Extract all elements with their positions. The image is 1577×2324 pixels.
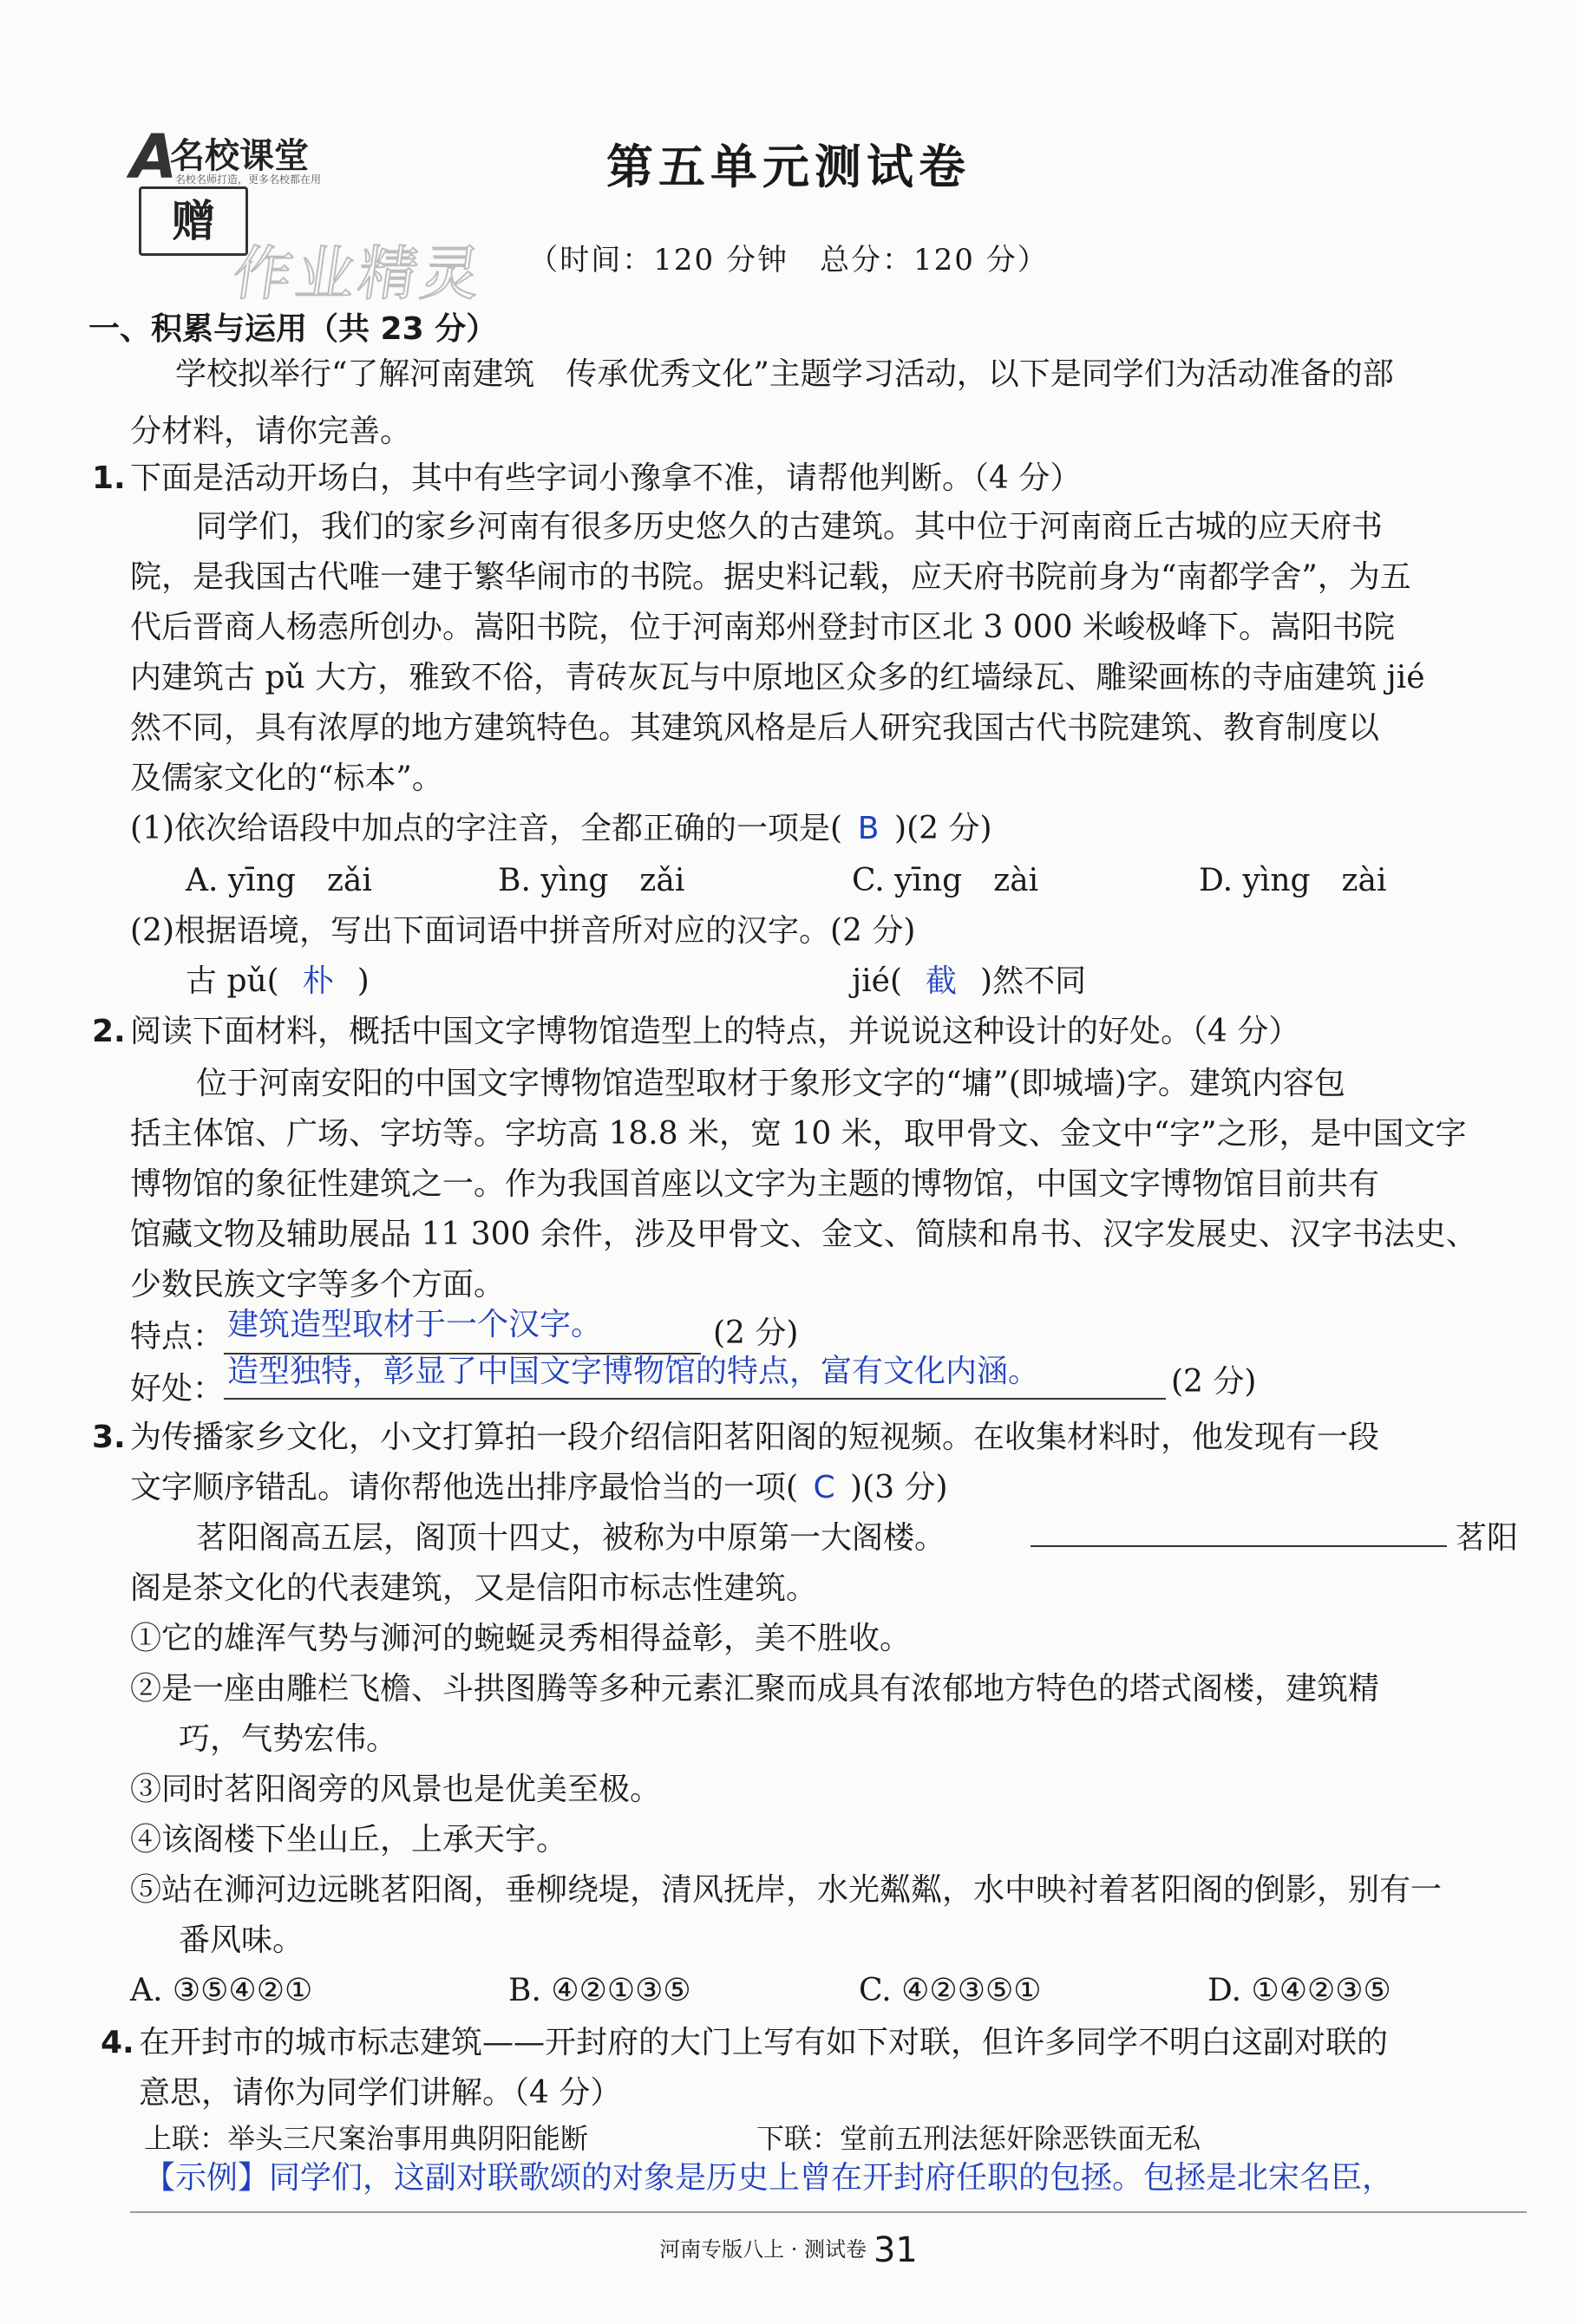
option-c: C. yīng zài xyxy=(852,863,1039,898)
intro-line: 分材料，请你完善。 xyxy=(130,414,412,449)
feature-label: 特点： xyxy=(130,1319,225,1355)
passage-line: 同学们，我们的家乡河南有很多历史悠久的古建筑。其中位于河南商丘古城的应天府书 xyxy=(196,509,1384,545)
option-d: D. yìng zài xyxy=(1199,863,1387,898)
footer-rule xyxy=(130,2211,1527,2213)
question-number: 2. xyxy=(92,1014,126,1049)
passage-line: 馆藏文物及辅助展品 11 300 余件，涉及甲骨文、金文、简牍和帛书、汉字发展史、汉字书法史、 xyxy=(130,1217,1477,1252)
intro-line: 学校拟举行“了解河南建筑 传承优秀文化”主题学习活动，以下是同学们为活动准备的部 xyxy=(175,356,1394,392)
footer-text: 河南专版八上 · 测试卷 xyxy=(659,2237,867,2262)
example-answer: 【示例】同学们，这副对联歌颂的对象是历史上曾在开封府任职的包拯。包拯是北宋名臣， xyxy=(144,2160,1394,2196)
passage-line: 内建筑古 pǔ 大方，雅致不俗，青砖灰瓦与中原地区众多的红墙绿瓦、雕梁画栋的寺庙建筑 jié xyxy=(130,660,1425,695)
passage-line: 博物馆的象征性建筑之一。作为我国首座以文字为主题的博物馆，中国文字博物馆目前共有 xyxy=(130,1166,1380,1202)
question-stem: 在开封市的城市标志建筑——开封府的大门上写有如下对联，但许多同学不明白这副对联的 xyxy=(139,2025,1389,2060)
benefit-label: 好处： xyxy=(130,1371,225,1407)
passage-line: 代后晋商人杨悫所创办。嵩阳书院，位于河南郑州登封市区北 3 000 米峻极峰下。嵩阳书院 xyxy=(130,610,1395,645)
sentence-item: ①它的雄浑气势与浉河的蜿蜒灵秀相得益彰，美不胜收。 xyxy=(130,1621,912,1656)
logo-subtitle: 名校名师打造，更多名校都在用 xyxy=(175,173,322,186)
exam-meta: （时间：120 分钟 总分：120 分） xyxy=(528,243,1049,277)
blank-line xyxy=(1031,1545,1447,1547)
option-a: A. ③⑤④②① xyxy=(130,1973,313,2008)
benefit-answer: 造型独特，彰显了中国文字博物馆的特点，富有文化内涵。 xyxy=(227,1354,1040,1389)
question-stem: 为传播家乡文化，小文打算拍一段介绍信阳茗阳阁的短视频。在收集材料时，他发现有一段 xyxy=(130,1420,1380,1455)
answer-line xyxy=(224,1398,1166,1400)
sub-question-2: (2)根据语境，写出下面词语中拼音所对应的汉字。(2 分) xyxy=(130,913,916,949)
question-number: 1. xyxy=(92,460,126,496)
option-c: C. ④②③⑤① xyxy=(859,1973,1042,2008)
question-stem: 下面是活动开场白，其中有些字词小豫拿不准，请帮他判断。（4 分） xyxy=(130,460,1082,496)
page-footer xyxy=(0,2230,1577,2270)
question-number: 3. xyxy=(92,1420,126,1455)
question-stem: 阅读下面材料，概括中国文字博物馆造型上的特点，并说说这种设计的好处。（4 分） xyxy=(130,1014,1300,1049)
option-b: B. yìng zǎi xyxy=(498,863,685,898)
fill-item-jie: jié( 截 )然不同 xyxy=(852,963,1087,999)
feature-answer: 建筑造型取材于一个汉字。 xyxy=(227,1307,603,1342)
feature-score: (2 分) xyxy=(713,1315,799,1351)
question-stem-cont: 文字顺序错乱。请你帮他选出排序最恰当的一项( C )(3 分) xyxy=(130,1470,948,1505)
logo-letter: A xyxy=(130,121,178,193)
sub-question-1: (1)依次给语段中加点的字注音，全都正确的一项是( B )(2 分) xyxy=(130,811,992,846)
answer-char: 朴 xyxy=(302,963,334,999)
answer-choice: C xyxy=(813,1470,835,1505)
passage-line: 少数民族文字等多个方面。 xyxy=(130,1267,506,1302)
passage-line: 位于河南安阳的中国文字博物馆造型取材于象形文字的“墉”(即城墙)字。建筑内容包 xyxy=(196,1066,1345,1101)
benefit-score: (2 分) xyxy=(1171,1364,1257,1400)
passage-line: 括主体馆、广场、字坊等。字坊高 18.8 米，宽 10 米，取甲骨文、金文中“字”之形，是中国文字 xyxy=(130,1116,1467,1152)
sentence-item: ③同时茗阳阁旁的风景也是优美至极。 xyxy=(130,1772,662,1807)
couplet-lower: 下联：堂前五刑法惩奸除恶铁面无私 xyxy=(756,2122,1201,2155)
sentence-item: ⑤站在浉河边远眺茗阳阁，垂柳绕堤，清风抚岸，水光粼粼，水中映衬着茗阳阁的倒影，别有一 xyxy=(130,1872,1443,1908)
sentence-item: ②是一座由雕栏飞檐、斗拱图腾等多种元素汇聚而成具有浓郁地方特色的塔式阁楼，建筑精 xyxy=(130,1671,1380,1707)
passage-line: 及儒家文化的“标本”。 xyxy=(130,761,443,796)
logo-name: 名校课堂 xyxy=(170,136,309,176)
question-stem-cont: 意思，请你为同学们讲解。（4 分） xyxy=(139,2075,622,2111)
passage-line: 院，是我国古代唯一建于繁华闹市的书院。据史料记载，应天府书院前身为“南都学舍”，为五 xyxy=(130,559,1411,595)
couplet-upper: 上联：举头三尺案治事用典阴阳能断 xyxy=(144,2122,589,2155)
option-b: B. ④②①③⑤ xyxy=(508,1973,691,2008)
passage-line-end: 茗阳 xyxy=(1456,1520,1519,1556)
section-heading: 一、积累与运用（共 23 分） xyxy=(88,311,498,347)
option-a: A. yīng zǎi xyxy=(186,863,372,898)
option-d: D. ①④②③⑤ xyxy=(1207,1973,1391,2008)
fill-item-pu: 古 pǔ( 朴 ) xyxy=(186,963,370,999)
page-number: 31 xyxy=(873,2230,918,2270)
sentence-item: ④该阁楼下坐山丘，上承天宇。 xyxy=(130,1822,568,1857)
example-tag: 【示例】 xyxy=(144,2160,270,2196)
gift-stamp: 赠 xyxy=(139,186,248,256)
passage-line: 阁是茶文化的代表建筑，又是信阳市标志性建筑。 xyxy=(130,1570,818,1606)
watermark: 作业精灵 xyxy=(228,240,488,309)
passage-line: 然不同，具有浓厚的地方建筑特色。其建筑风格是后人研究我国古代书院建筑、教育制度以 xyxy=(130,710,1380,746)
page-title: 第五单元测试卷 xyxy=(606,140,971,194)
passage-line: 茗阳阁高五层，阁顶十四丈，被称为中原第一大阁楼。 xyxy=(196,1520,946,1556)
answer-choice: B xyxy=(857,811,880,846)
answer-char: 截 xyxy=(926,963,958,999)
sentence-item-cont: 巧，气势宏伟。 xyxy=(179,1721,398,1757)
sentence-item-cont: 番风味。 xyxy=(179,1923,304,1958)
question-number: 4. xyxy=(101,2025,134,2060)
